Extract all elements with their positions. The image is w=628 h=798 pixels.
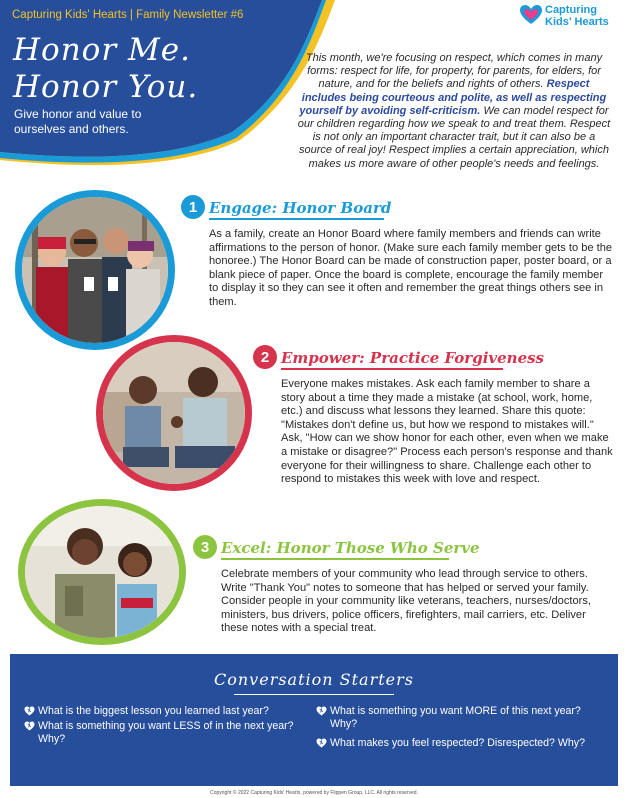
page-subtitle: Give honor and value to ourselves and others. (14, 107, 142, 136)
section-2-title: Empower: Practice Forgiveness (281, 349, 544, 367)
father-son-photo (96, 335, 252, 491)
question-3-text: What is something you want MORE of this next year? Why? (330, 705, 581, 730)
conversation-starters-underline (234, 694, 394, 695)
question-1 (38, 705, 308, 718)
section-1-title: Engage: Honor Board (209, 199, 392, 217)
intro-highlight: Respect includes being courteous and polite, as well as respecting yourself by avoiding self-criticism. (299, 78, 607, 117)
question-1-text: What is the biggest lesson you learned last year? (38, 705, 269, 717)
mother-daughter-photo (18, 499, 186, 645)
question-3 (330, 705, 608, 731)
section-1-body: As a family, create an Honor Board where family members and friends can write affirmations to the person of honor. (Make sure each family member gets to be the honoree.) The Honor Board can be made of construction paper, poster board, or a blank piece of paper. Once the board is complete, encourage the family member to display it so they can see it often and remember the great things others see in them. (209, 228, 613, 308)
newsletter-kicker: Capturing Kids' Hearts | Family Newsletter #6 (12, 9, 244, 21)
heart-icon (24, 721, 35, 731)
intro-paragraph (295, 52, 613, 171)
hearts-logo-icon (519, 3, 543, 27)
question-4 (330, 737, 608, 750)
logo-line-2: Kids' Hearts (545, 15, 609, 28)
title-line-2: Honor You. (13, 69, 199, 105)
section-2-underline (281, 368, 503, 370)
logo-text (545, 5, 609, 28)
section-2-body: Everyone makes mistakes. Ask each family member to share a story about a time they made a mistake (at school, work, home, etc.) and discuss what lessons they learned. Share this quote: "Mistakes don't define us, but how we respond to mistakes will." Ask, "How can we show honor for each other, even when we make a mistake or disagree?" Process each person's response and thank everyone for their willingness to share. Challenge each other to respond to mistakes this week with love and respect. (281, 378, 613, 486)
question-4-text: What makes you feel respected? Disrespected? Why? (330, 737, 585, 749)
heart-icon (316, 738, 327, 748)
section-3-underline (221, 558, 449, 560)
logo-line-1: Capturing (545, 4, 597, 16)
section-3-title: Excel: Honor Those Who Serve (221, 539, 480, 557)
section-1-underline (209, 218, 384, 220)
page-title (13, 32, 198, 106)
section-3-body: Celebrate members of your community who lead through service to others. Write "Thank You" notes to someone that has helped or served your family. Consider people in your community like veterans, teachers, nurses/doctors, ministers, bus drivers, police officers, firefighters, mail carriers, etc. Deliver these notes with a special treat. (221, 568, 591, 635)
conversation-starters-panel (10, 654, 618, 786)
heart-icon (316, 706, 327, 716)
question-2 (38, 720, 308, 746)
family-friends-photo (15, 190, 175, 350)
intro-text-1: This month, we're focusing on respect, which comes in many forms: respect for life, for property, for parents, for elders, for nature, and for the beliefs and rights of others. (305, 52, 603, 91)
title-line-1: Honor Me. (13, 32, 191, 68)
logo (519, 3, 625, 33)
copyright-footer: Copyright © 2022 Capturing Kids' Hearts, powered by Flippen Group, LLC. All rights reserved. (210, 790, 418, 796)
section-3-number: 3 (193, 535, 217, 559)
conversation-starters-title: Conversation Starters (214, 670, 414, 689)
section-1-number: 1 (181, 195, 205, 219)
heart-icon (24, 706, 35, 716)
section-2-number: 2 (253, 345, 277, 369)
intro-text-2: We can model respect for our children regarding how we speak to and treat them. Respect is not only an important character trait, but it can also be a source of real joy! Respect implies a certain appreciation, which makes us more aware of other people's needs and feelings. (297, 104, 611, 170)
question-2-text: What is something you want LESS of in the next year? Why? (38, 720, 294, 745)
